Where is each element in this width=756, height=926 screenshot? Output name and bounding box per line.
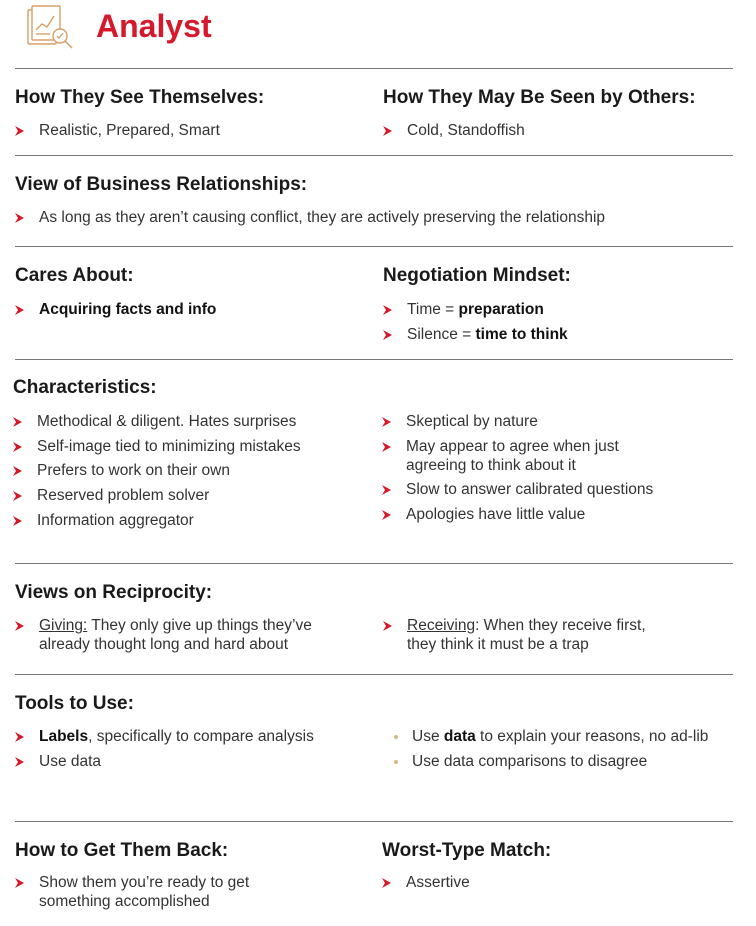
list-item: Slow to answer calibrated questions bbox=[382, 480, 653, 499]
chevron-right-icon bbox=[383, 305, 392, 315]
chevron-right-icon bbox=[15, 757, 24, 767]
page-title: Analyst bbox=[96, 8, 212, 44]
list-item: Use data bbox=[15, 752, 101, 771]
list-item: Labels, specifically to compare analysis bbox=[15, 727, 314, 746]
heading-business-relationships: View of Business Relationships: bbox=[15, 174, 308, 195]
list-item: Information aggregator bbox=[13, 511, 194, 530]
list-item: Receiving: When they receive first, they think it must be a trap bbox=[383, 616, 646, 654]
heading-worst-match: Worst-Type Match: bbox=[382, 840, 552, 861]
chevron-right-icon bbox=[382, 485, 391, 495]
list-item: Giving: They only give up things they’ve already thought long and hard about bbox=[15, 616, 312, 654]
list-item: Show them you’re ready to get something accomplished bbox=[15, 873, 249, 911]
divider bbox=[15, 674, 733, 675]
list-item: Use data to explain your reasons, no ad-lib bbox=[388, 727, 708, 746]
heading-see-themselves: How They See Themselves: bbox=[15, 87, 265, 108]
heading-cares-about: Cares About: bbox=[15, 265, 134, 286]
list-item: Realistic, Prepared, Smart bbox=[15, 121, 220, 140]
chevron-right-icon bbox=[383, 126, 392, 136]
chevron-right-icon bbox=[382, 878, 391, 888]
list-item: May appear to agree when just agreeing to think about it bbox=[382, 437, 619, 475]
list-item: Skeptical by nature bbox=[382, 412, 538, 431]
heading-get-back: How to Get Them Back: bbox=[15, 840, 229, 861]
list-item: Time = preparation bbox=[383, 300, 544, 319]
heading-characteristics: Characteristics: bbox=[13, 377, 157, 398]
chevron-right-icon bbox=[13, 466, 22, 476]
list-item: As long as they aren’t causing conflict, they are actively preserving the relationship bbox=[15, 208, 605, 227]
heading-reciprocity: Views on Reciprocity: bbox=[15, 582, 213, 603]
chevron-right-icon bbox=[15, 305, 24, 315]
list-item: Methodical & diligent. Hates surprises bbox=[13, 412, 296, 431]
divider bbox=[15, 563, 733, 564]
list-item: Assertive bbox=[382, 873, 470, 892]
list-item: Reserved problem solver bbox=[13, 486, 209, 505]
chevron-right-icon bbox=[13, 442, 22, 452]
list-item: Silence = time to think bbox=[383, 325, 568, 344]
chevron-right-icon bbox=[383, 621, 392, 631]
heading-negotiation-mindset: Negotiation Mindset: bbox=[383, 265, 571, 286]
chevron-right-icon bbox=[15, 213, 24, 223]
list-item: Cold, Standoffish bbox=[383, 121, 525, 140]
chevron-right-icon bbox=[15, 126, 24, 136]
chevron-right-icon bbox=[382, 417, 391, 427]
chevron-right-icon bbox=[383, 330, 392, 340]
list-item: Acquiring facts and info bbox=[15, 300, 216, 319]
list-item: Prefers to work on their own bbox=[13, 461, 230, 480]
heading-seen-by-others: How They May Be Seen by Others: bbox=[383, 87, 696, 108]
chevron-right-icon bbox=[382, 510, 391, 520]
divider bbox=[15, 359, 733, 360]
divider bbox=[15, 246, 733, 247]
heading-tools: Tools to Use: bbox=[15, 693, 134, 714]
list-item: Apologies have little value bbox=[382, 505, 585, 524]
list-item: Self-image tied to minimizing mistakes bbox=[13, 437, 301, 456]
chevron-right-icon bbox=[13, 491, 22, 501]
chevron-right-icon bbox=[15, 621, 24, 631]
chevron-right-icon bbox=[15, 878, 24, 888]
chevron-right-icon bbox=[13, 417, 22, 427]
divider bbox=[15, 68, 733, 69]
divider bbox=[15, 821, 733, 822]
bullet-dot-icon bbox=[394, 760, 398, 764]
chevron-right-icon bbox=[15, 732, 24, 742]
bullet-dot-icon bbox=[394, 735, 398, 739]
list-item: Use data comparisons to disagree bbox=[388, 752, 647, 771]
chevron-right-icon bbox=[13, 516, 22, 526]
chevron-right-icon bbox=[382, 442, 391, 452]
analysis-document-icon bbox=[26, 4, 78, 50]
divider bbox=[15, 155, 733, 156]
